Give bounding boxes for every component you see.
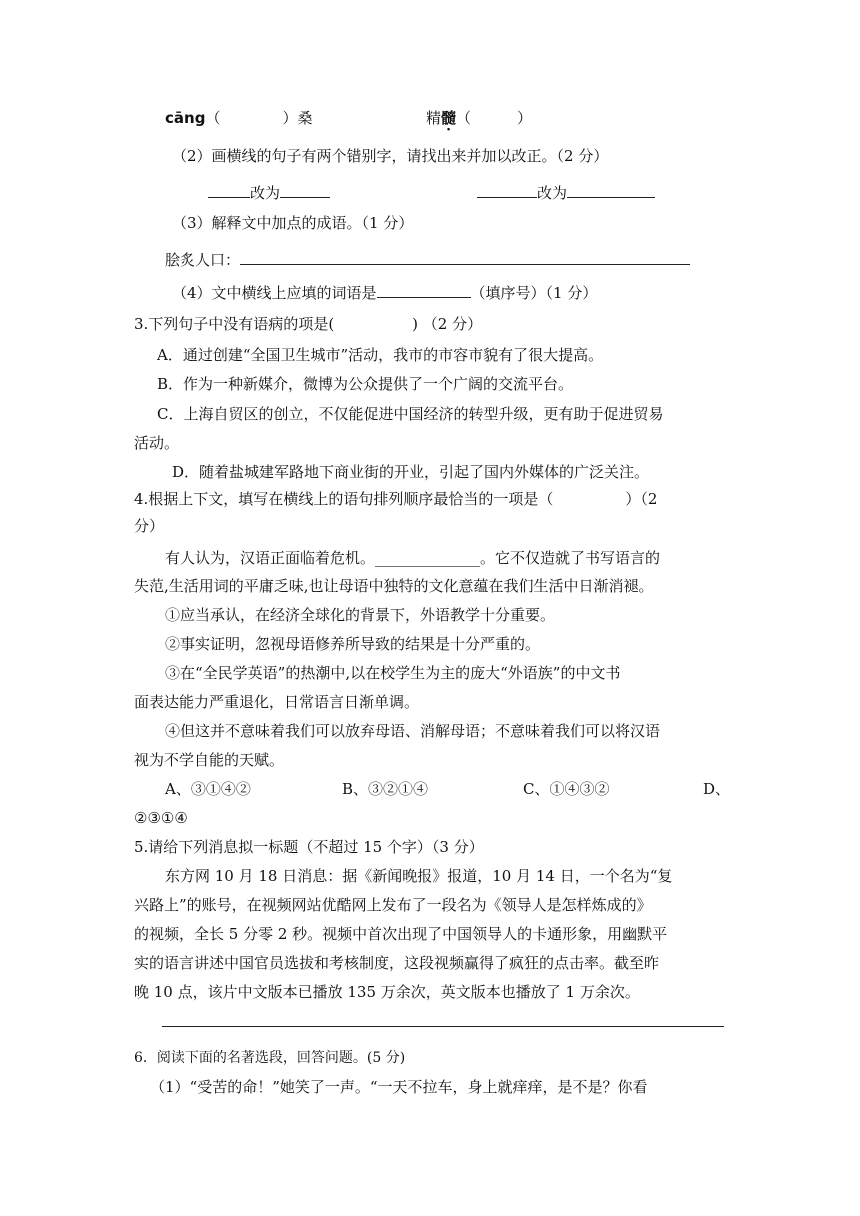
- q5-passage-line2: 兴路上”的账号，在视频网站优酷网上发布了一段名为《领导人是怎样炼成的》: [134, 896, 652, 914]
- paren-open: （: [205, 109, 221, 127]
- paren-close-sang: ）桑: [282, 109, 313, 127]
- q4-sentence-4: ④但这并不意味着我们可以放弃母语、消解母语；不意味着我们可以将汉语: [165, 722, 661, 740]
- q4-stem: [134, 489, 657, 509]
- q6-passage-line1: （1）“受苦的命！”她笑了一声。“一天不拉车，身上就痒痒，是不是？你看: [150, 1078, 648, 1096]
- sub4-suffix: （填序号）（1 分）: [470, 284, 598, 302]
- q3-option-b: B．作为一种新媒介，微博为公众提供了一个广阔的交流平台。: [157, 375, 574, 393]
- q4-sentence-4-cont: 视为不学自能的天赋。: [134, 751, 285, 769]
- correction-line-2: [477, 181, 655, 203]
- q6-stem: 6．阅读下面的名著选段，回答问题。(5 分): [134, 1050, 406, 1066]
- q4-option-d-label: D、: [703, 780, 731, 798]
- q5-answer-line[interactable]: [162, 1026, 724, 1027]
- q5-passage-line1: 东方网 10 月 18 日消息：据《新闻晚报》报道，10 月 14 日，一个名为“复: [165, 867, 673, 885]
- jingsui-prefix: 精: [426, 109, 442, 127]
- q4-sentence-2: ②事实证明，忽视母语修养所导致的结果是十分严重的。: [165, 635, 541, 653]
- q4-sentence-1: ①应当承认，在经济全球化的背景下，外语教学十分重要。: [165, 606, 556, 624]
- correction-line: [208, 181, 330, 203]
- pinyin-cang: cāng: [165, 109, 206, 127]
- q2-sub3: （3）解释文中加点的成语。（1 分）: [172, 214, 414, 232]
- q5-passage-line3: 的视频，全长 5 分零 2 秒。视频中首次出现了中国领导人的卡通形象，用幽默平: [134, 925, 668, 943]
- q3-stem-suffix: ) （2 分）: [412, 315, 483, 333]
- q4-passage-line2: 失范,生活用词的平庸乏味,也让母语中独特的文化意蕴在我们生活中日渐消褪。: [134, 577, 654, 595]
- q5-passage-line5: 晚 10 点，该片中文版本已播放 135 万余次，英文版本也播放了 1 万余次。: [134, 983, 640, 1001]
- idiom-label: 脍炙人口：: [165, 251, 241, 269]
- sub4-blank[interactable]: [377, 281, 471, 298]
- idiom-answer-blank[interactable]: [240, 248, 690, 265]
- sub4-prefix: （4）文中横线上应填的词语是: [172, 284, 377, 302]
- q4-stem-cont: 分）: [134, 517, 165, 535]
- q3-stem-prefix: 3.下列句子中没有语病的项是(: [134, 315, 335, 333]
- q4-stem-prefix: 4.根据上下文，填写在横线上的语句排列顺序最恰当的一项是（: [134, 490, 554, 508]
- q2-sub4: [172, 281, 597, 303]
- idiom-line: [165, 248, 690, 270]
- q4-option-d-value: ②③①④: [134, 809, 188, 827]
- q4-sentence-3: ③在“全民学英语”的热潮中,以在校学生为主的庞大“外语族”的中文书: [165, 664, 621, 682]
- q4-option-c: C、①④③②: [523, 780, 610, 798]
- q4-sentence-3-cont: 面表达能力严重退化，日常语言日渐单调。: [134, 693, 420, 711]
- q3-option-c-cont: 活动。: [134, 434, 180, 452]
- q4-option-b: B、③②①④: [342, 780, 429, 798]
- jingsui-dotted-char: 髓: [441, 109, 457, 127]
- q3-option-a: A．通过创建“全国卫生城市”活动，我市的市容市貌有了很大提高。: [157, 346, 604, 364]
- blank-wrong-1[interactable]: [208, 181, 250, 198]
- blank-correct-2[interactable]: [567, 181, 655, 198]
- jingsui-line: [426, 108, 532, 128]
- paren-open-2: （: [456, 109, 472, 127]
- q3-stem: [134, 314, 482, 334]
- paren-close-2: ）: [517, 109, 533, 127]
- gaiwei-1: 改为: [250, 184, 281, 202]
- q5-passage-line4: 实的语言讲述中国官员选拔和考核制度，这段视频赢得了疯狂的点击率。截至昨: [134, 954, 660, 972]
- pinyin-cang-line: [165, 108, 312, 128]
- q4-stem-suffix: ）（2: [625, 490, 658, 508]
- blank-wrong-2[interactable]: [477, 181, 537, 198]
- q4-option-a: A、③①④②: [165, 780, 251, 798]
- q4-passage-line1: 有人认为，汉语正面临着危机。______________。它不仅造就了书写语言的: [165, 549, 661, 567]
- blank-correct-1[interactable]: [280, 181, 330, 198]
- q3-option-d: D．随着盐城建军路地下商业街的开业，引起了国内外媒体的广泛关注。: [172, 463, 650, 481]
- q5-stem: 5.请给下列消息拟一标题（不超过 15 个字）（3 分）: [134, 838, 484, 856]
- q2-sub2: （2）画横线的句子有两个错别字，请找出来并加以改正。（2 分）: [172, 147, 609, 165]
- q3-option-c: C．上海自贸区的创立，不仅能促进中国经济的转型升级，更有助于促进贸易: [157, 405, 664, 423]
- gaiwei-2: 改为: [537, 184, 568, 202]
